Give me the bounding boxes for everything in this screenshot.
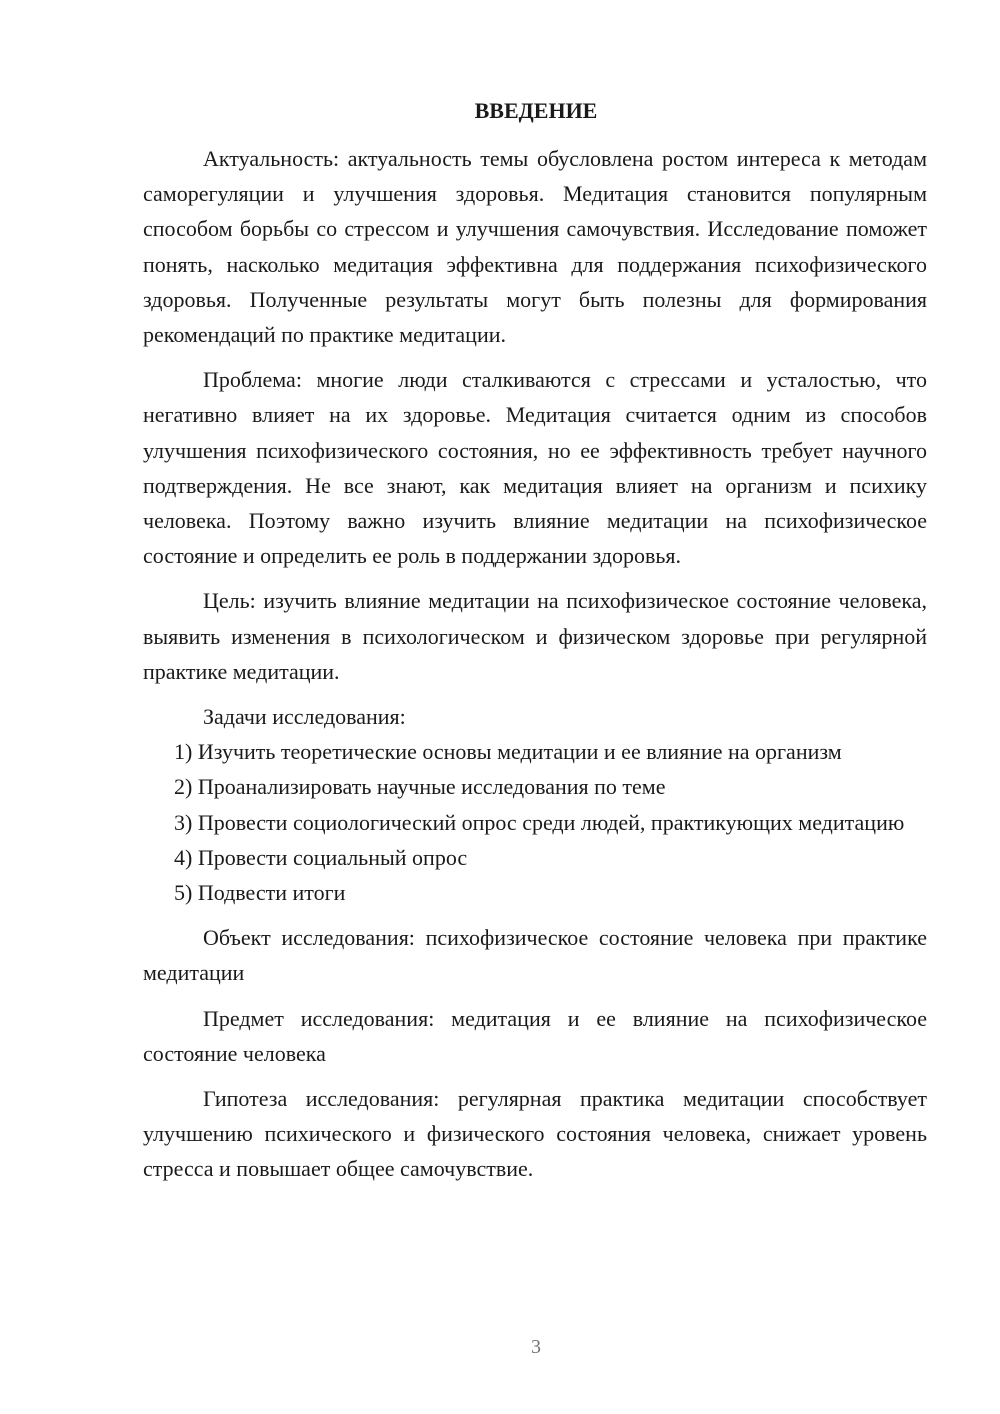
paragraph-hypothesis: Гипотеза исследования: регулярная практика медитации способствует улучшению психического и физического состояния человека, снижает уровень стресса и повышает общее самочувствие.	[143, 1086, 927, 1182]
list-item-task-3: 3) Провести социологический опрос среди людей, практикующих медитацию	[174, 809, 905, 835]
page-number: 3	[531, 1336, 541, 1358]
body-text	[143, 141, 927, 1187]
section-title: ВВЕДЕНИЕ	[474, 98, 598, 123]
paragraph-goal: Цель: изучить влияние медитации на психофизическое состояние человека, выявить изменения в психологическом и физическом здоровье при регулярной практике медитации.	[143, 588, 927, 684]
list-item-task-5: 5) Подвести итоги	[174, 880, 346, 906]
tasks-heading: Задачи исследования:	[203, 704, 406, 730]
paragraph-problem: Проблема: многие люди сталкиваются с стрессами и усталостью, что негативно влияет на их здоровье. Медитация считается одним из способов улучшения психофизического состояния, но ее эффективность требует научного подтверждения. Не все знают, как медитация влияет на организм и психику человека. Поэтому важно изучить влияние медитации на психофизическое состояние и определить ее роль в поддержании здоровья.	[143, 367, 927, 569]
list-item-task-1: 1) Изучить теоретические основы медитации и ее влияние на организм	[174, 739, 842, 765]
paragraph-subject: Предмет исследования: медитация и ее влияние на психофизическое состояние человека	[143, 1005, 927, 1066]
paragraph-relevance: Актуальность: актуальность темы обусловлена ростом интереса к методам саморегуляции и улучшения здоровья. Медитация становится популярным способом борьбы со стрессом и улучшения самочувствия. Исследование поможет понять, насколько медитация эффективна для поддержания психофизического здоровья. Полученные результаты могут быть полезны для формирования рекомендаций по практике медитации.	[143, 146, 927, 348]
list-item-task-4: 4) Провести социальный опрос	[174, 844, 468, 870]
paragraph-object: Объект исследования: психофизическое состояние человека при практике медитации	[143, 925, 927, 986]
list-item-task-2: 2) Проанализировать научные исследования по теме	[174, 774, 666, 800]
